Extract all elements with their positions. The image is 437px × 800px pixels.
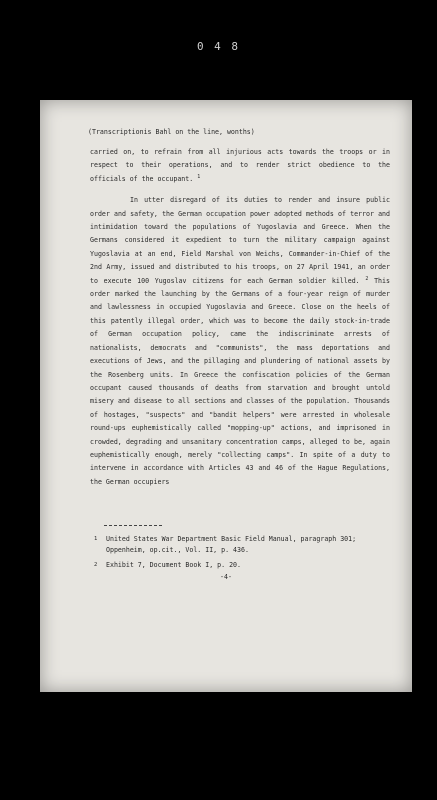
footnote-separator bbox=[104, 525, 162, 526]
footnote-ref-2: 2 bbox=[365, 275, 369, 282]
paragraph-1-text: carried on, to refrain from all injurious acts towards the troops or in respect to their operations, and to render strict obedience to the officials of the occupant. bbox=[90, 148, 390, 183]
footnote-number: 1 bbox=[94, 536, 98, 542]
body-text bbox=[90, 146, 390, 489]
footnotes bbox=[94, 534, 394, 575]
footnote bbox=[94, 560, 394, 571]
page-number: -4- bbox=[220, 573, 232, 581]
footnote-ref-1: 1 bbox=[197, 173, 201, 180]
document-page bbox=[40, 100, 412, 692]
paragraph-2 bbox=[90, 194, 390, 489]
paragraph-1 bbox=[90, 146, 390, 186]
footnote-text: United States War Department Basic Field Manual, paragraph 301; Oppenheim, op.cit., Vol. II, p. 436. bbox=[106, 535, 357, 554]
paragraph-2-text-a: In utter disregard of its duties to render and insure public order and safety, the German occupation power adopted methods of terror and intimidation toward the populations of Yugoslavia and Greece. When the Germans considered it expedient to turn the military campaign against Yugoslavia at an end, Field Marshal von Weichs, Commander-in-Chief of the 2nd Army, issued and distributed to his troops, on 27 April 1941, an order to execute 100 Yugoslav citizens for each German soldier killed. bbox=[90, 196, 390, 285]
footnote-number: 2 bbox=[94, 562, 98, 568]
paragraph-2-text-b: This order marked the launching by the Germans of a four-year reign of murder and lawlessness in occupied Yugoslavia and Greece. Close on the heels of this patently illegal order, which was to become the daily stock-in-trade of German occupation policy, came the indiscriminate arrests of nationalists, democrats and "communists", the mass deportations and executions of Jews, and the pillaging and plundering of national assets by the Rosenberg units. In Greece the confiscation policies of the German occupant caused thousands of deaths from starvation and brought untold misery and disease to all sections and classes of the population. Thousands of hostages, "suspects" and "bandit helpers" were arrested in wholesale round-ups euphemistically called "mopping-up" actions, and imprisoned in crowded, degrading and unsanitary concentration camps, alleged to be, again euphemistically enough, merely "collecting camps". In spite of a duty to intervene in accordance with Articles 43 and 46 of the Hague Regulations, the German occupiers bbox=[90, 276, 390, 486]
microfilm-frame-number: 0 4 8 bbox=[196, 40, 241, 53]
footnote bbox=[94, 534, 394, 556]
page-header: (Transcriptionis Bahl on the line, wonths) bbox=[88, 128, 255, 136]
footnote-text: Exhibit 7, Document Book I, p. 20. bbox=[106, 561, 241, 569]
